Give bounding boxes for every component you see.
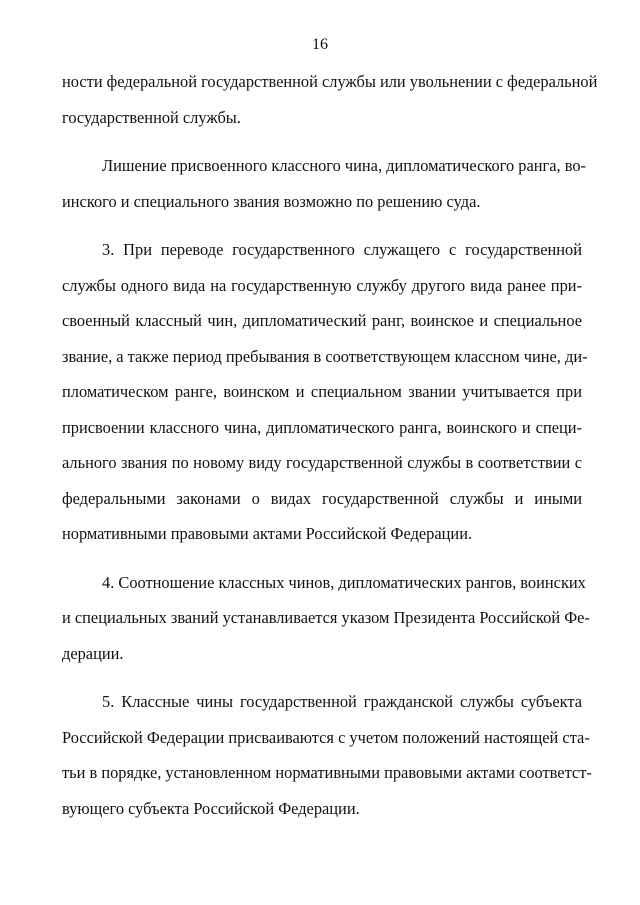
- text-line: Российской Федерации присваиваются с учетом положений настоящей ста-: [62, 727, 590, 747]
- text-line: звание, а также период пребывания в соответствующем классном чине, ди-: [62, 346, 588, 366]
- text-line: своенный классный чин, дипломатический ранг, воинское и специальное: [62, 311, 582, 330]
- text-line: тьи в порядке, установленном нормативными правовыми актами соответст-: [62, 763, 592, 782]
- text-line: пломатическом ранге, воинском и специальном звании учитывается при: [62, 382, 582, 401]
- text-line: дерации.: [62, 643, 124, 663]
- page-number: 16: [312, 36, 328, 53]
- text-line: ального звания по новому виду государственной службы в соответствии с: [62, 453, 582, 472]
- text-line: федеральными законами о видах государственной службы и иными: [62, 488, 582, 508]
- text-line: 4. Соотношение классных чинов, дипломатических рангов, воинских: [102, 572, 586, 592]
- text-line: инского и специального звания возможно по решению суда.: [62, 191, 481, 211]
- paragraph-deprivation: [62, 148, 586, 219]
- text-line: ности федеральной государственной службы или увольнении с федеральной: [62, 72, 598, 91]
- document-body: [62, 64, 598, 826]
- text-line: Лишение присвоенного классного чина, дипломатического ранга, во-: [102, 156, 586, 175]
- text-line: присвоении классного чина, дипломатического ранга, воинского и специ-: [62, 417, 582, 437]
- text-line: и специальных званий устанавливается указом Президента Российской Фе-: [62, 608, 590, 627]
- paragraph-item-5: [62, 684, 592, 826]
- text-line: 5. Классные чины государственной гражданской службы субъекта: [102, 692, 582, 711]
- text-line: государственной службы.: [62, 107, 241, 127]
- text-line: нормативными правовыми актами Российской Федерации.: [62, 524, 473, 543]
- text-line: вующего субъекта Российской Федерации.: [62, 798, 360, 818]
- paragraph-item-3: [62, 232, 588, 552]
- text-line: службы одного вида на государственную службу другого вида ранее при-: [62, 275, 582, 295]
- text-line: 3. При переводе государственного служащего с государственной: [102, 240, 582, 259]
- paragraph-continuation: [62, 64, 598, 135]
- paragraph-item-4: [62, 565, 590, 672]
